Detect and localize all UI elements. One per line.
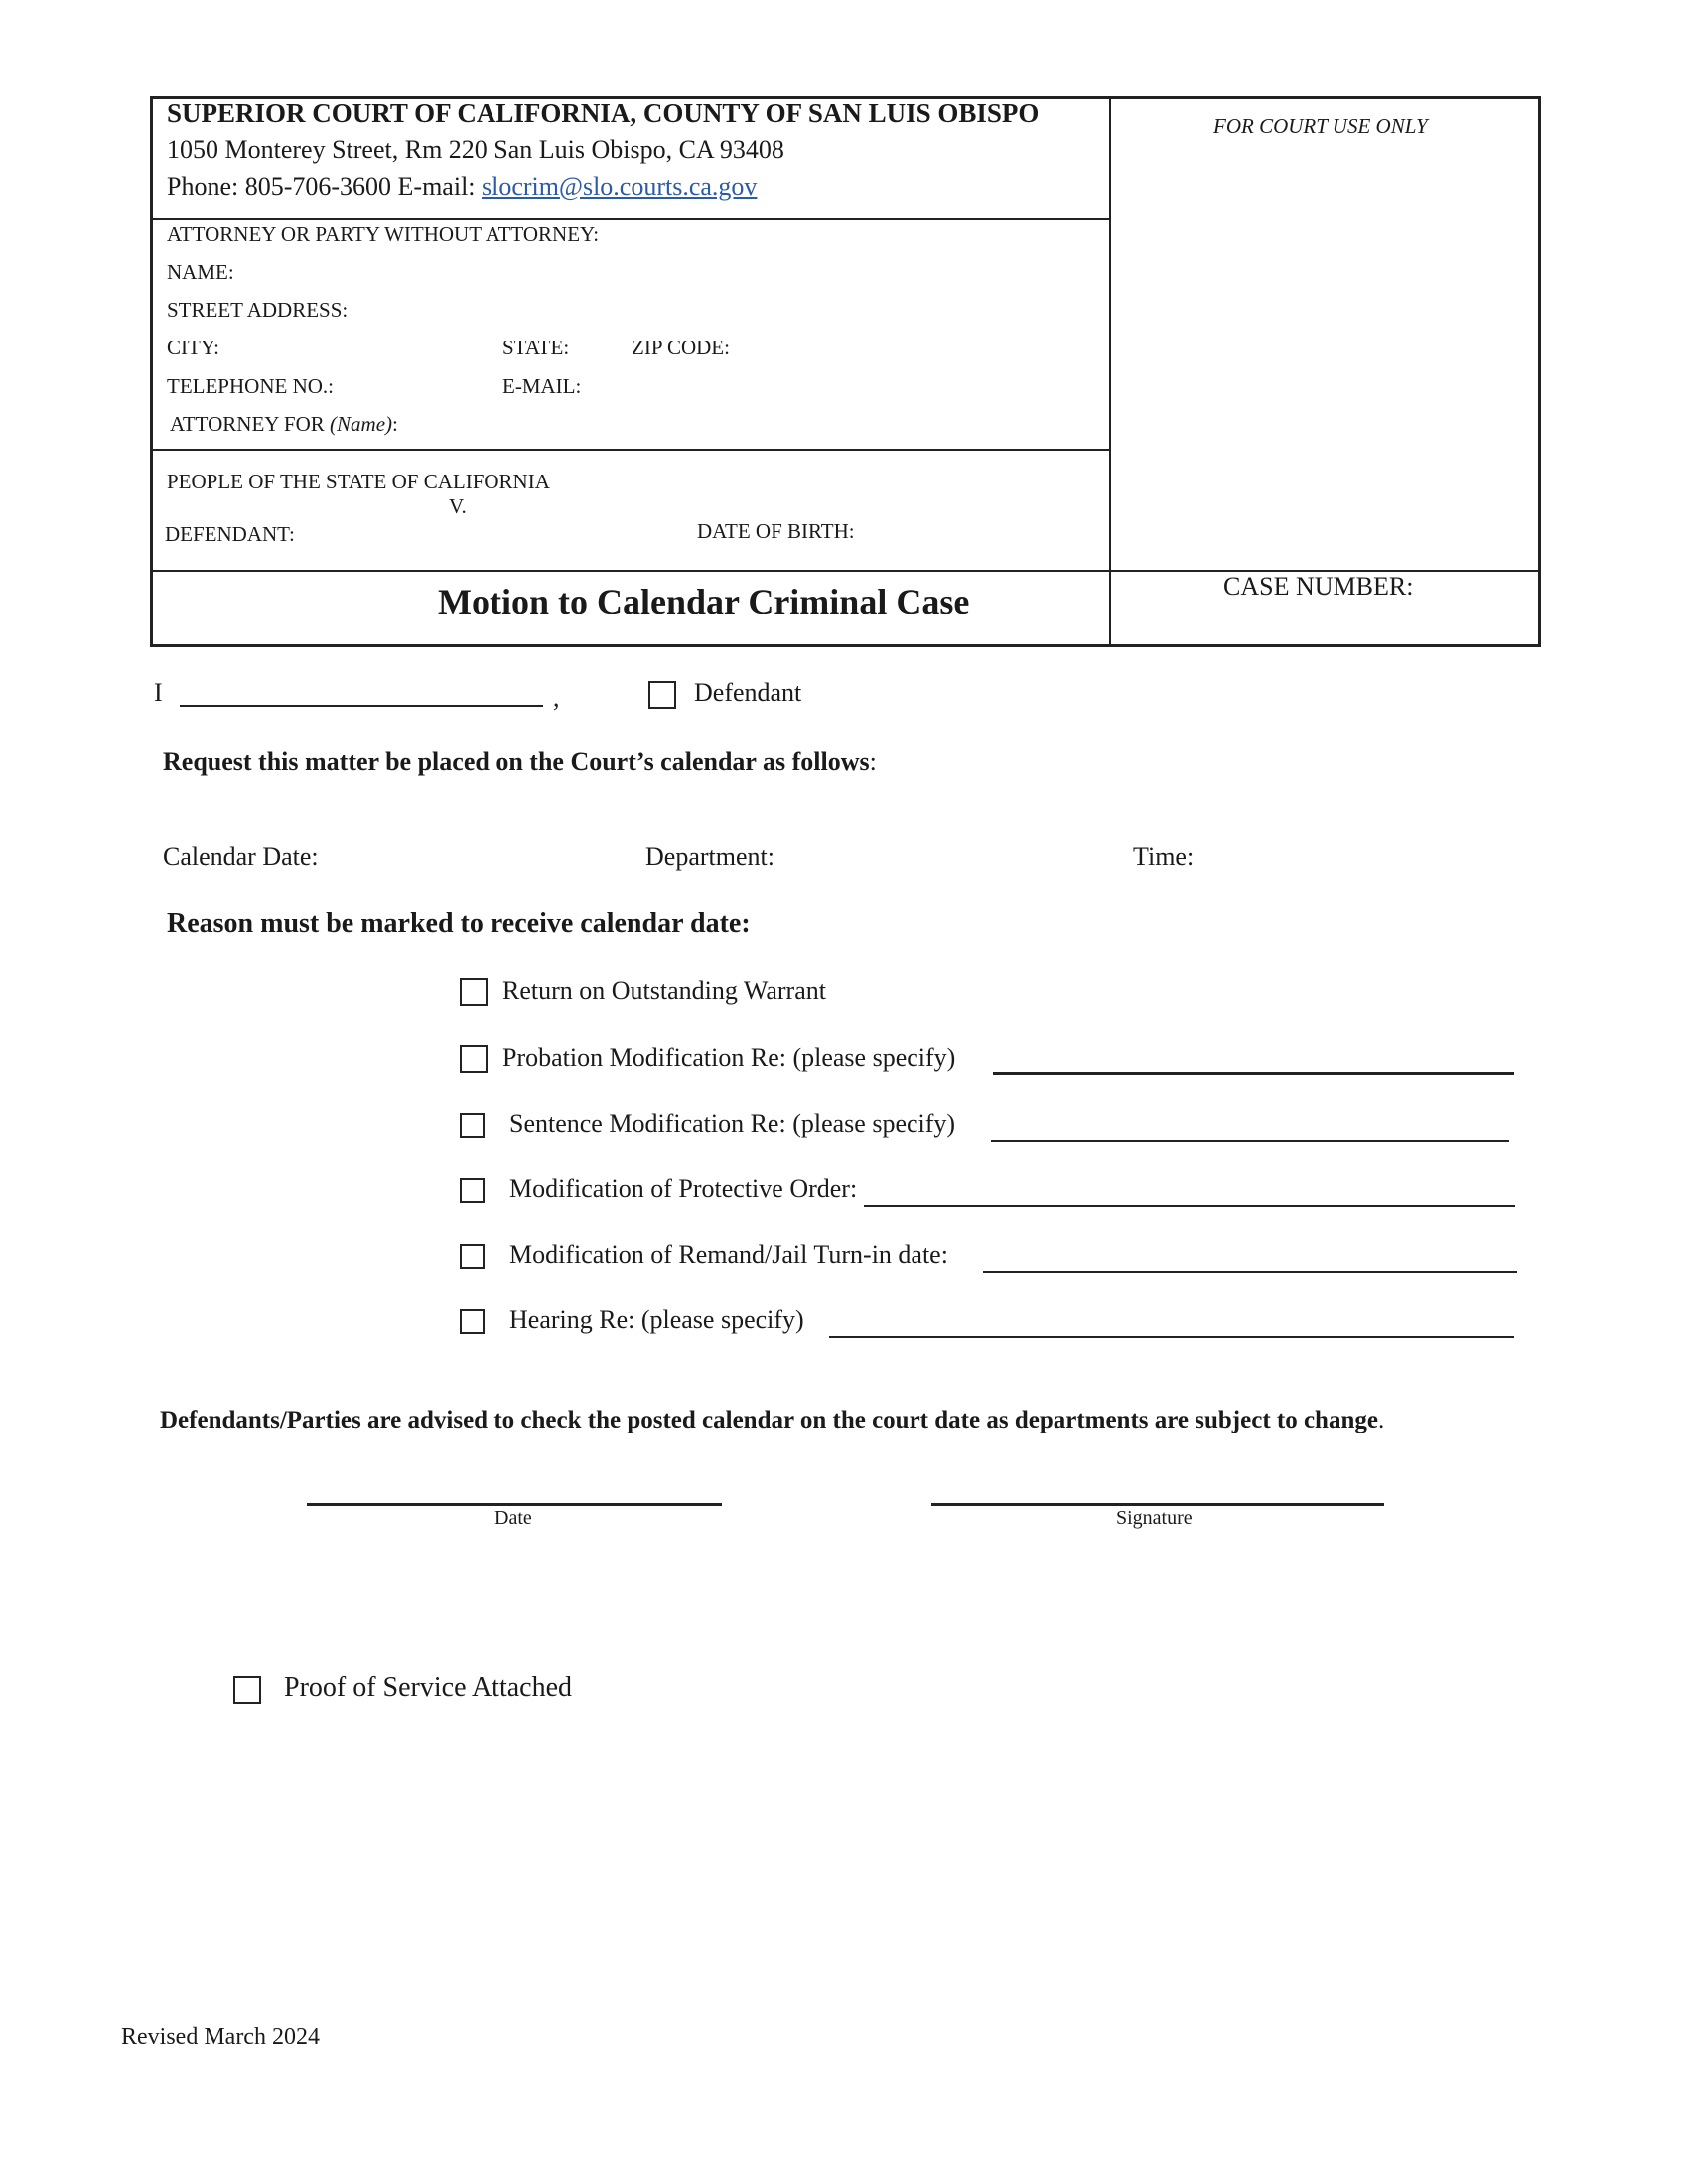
probation-specify-line[interactable]: [993, 1072, 1514, 1075]
attorney-telephone-label: TELEPHONE NO.:: [167, 374, 334, 398]
reason-label-remand: Modification of Remand/Jail Turn-in date:: [509, 1240, 948, 1269]
people-of-california: PEOPLE OF THE STATE OF CALIFORNIA: [167, 470, 550, 493]
advisory: [160, 1407, 1384, 1434]
date-line[interactable]: [307, 1503, 722, 1506]
caption-divider-vertical: [1109, 96, 1111, 647]
reason-label-protective-order: Modification of Protective Order:: [509, 1174, 858, 1203]
court-phone: Phone: 805-706-3600 E-mail:: [167, 172, 483, 201]
revised-date: Revised March 2024: [121, 2024, 320, 2050]
comma: ,: [553, 683, 560, 712]
reason-checkbox-warrant[interactable]: [460, 978, 488, 1006]
date-of-birth-label: DATE OF BIRTH:: [697, 519, 855, 543]
reason-checkbox-hearing[interactable]: [460, 1309, 485, 1334]
court-contact: [167, 172, 757, 202]
attorney-for: [170, 412, 398, 437]
i-label: I: [154, 678, 163, 707]
calendar-date-label: Calendar Date:: [163, 842, 319, 871]
caption-divider-1: [150, 218, 1111, 220]
reason-label-hearing: Hearing Re: (please specify): [509, 1305, 804, 1334]
time-label: Time:: [1133, 842, 1195, 871]
reason-heading: Reason must be marked to receive calendar date:: [167, 908, 751, 939]
court-name: SUPERIOR COURT OF CALIFORNIA, COUNTY OF SAN LUIS OBISPO: [167, 98, 1040, 128]
attorney-for-hint: (Name): [330, 412, 393, 436]
attorney-email-label: E-MAIL:: [502, 374, 582, 398]
advisory-text: Defendants/Parties are advised to check the posted calendar on the court date as departments are subject to change: [160, 1407, 1378, 1433]
request-statement: Request this matter be placed on the Court’s calendar as follows: [163, 748, 870, 776]
reason-checkbox-sentence[interactable]: [460, 1113, 485, 1138]
court-address: 1050 Monterey Street, Rm 220 San Luis Obispo, CA 93408: [167, 135, 784, 164]
reason-label-sentence: Sentence Modification Re: (please specify): [509, 1109, 956, 1138]
defendant-label: DEFENDANT:: [165, 522, 295, 546]
hearing-specify-line[interactable]: [829, 1336, 1514, 1338]
advisory-period: .: [1377, 1407, 1385, 1433]
attorney-city-label: CITY:: [167, 336, 219, 359]
reason-checkbox-remand[interactable]: [460, 1244, 485, 1269]
attorney-street-label: STREET ADDRESS:: [167, 298, 349, 322]
signature-caption: Signature: [1116, 1507, 1193, 1529]
sentence-specify-line[interactable]: [991, 1140, 1509, 1142]
remand-date-line[interactable]: [983, 1271, 1517, 1273]
reason-label-warrant: Return on Outstanding Warrant: [502, 976, 826, 1005]
signature-line[interactable]: [931, 1503, 1384, 1506]
attorney-name-label: NAME:: [167, 260, 234, 284]
department-label: Department:: [645, 842, 774, 871]
reason-label-probation: Probation Modification Re: (please specify): [502, 1043, 956, 1072]
proof-of-service-checkbox[interactable]: [233, 1676, 261, 1704]
case-number-label: CASE NUMBER:: [1223, 572, 1414, 601]
versus: V.: [449, 494, 467, 518]
date-caption: Date: [494, 1507, 532, 1529]
request-colon: :: [869, 748, 877, 776]
form-title: Motion to Calendar Criminal Case: [438, 582, 970, 621]
reason-checkbox-probation[interactable]: [460, 1045, 488, 1073]
attorney-state-label: STATE:: [502, 336, 570, 359]
court-email-link[interactable]: slocrim@slo.courts.ca.gov: [482, 172, 758, 201]
defendant-checkbox-label: Defendant: [694, 678, 802, 707]
defendant-checkbox[interactable]: [648, 681, 676, 709]
reason-checkbox-protective-order[interactable]: [460, 1178, 485, 1203]
attorney-zip-label: ZIP CODE:: [632, 336, 730, 359]
court-use-only: FOR COURT USE ONLY: [1213, 114, 1428, 138]
caption-divider-2: [150, 449, 1111, 451]
proof-of-service-label: Proof of Service Attached: [284, 1672, 573, 1703]
protective-order-line[interactable]: [864, 1205, 1515, 1207]
attorney-heading: ATTORNEY OR PARTY WITHOUT ATTORNEY:: [167, 222, 600, 246]
attorney-for-colon: :: [392, 412, 398, 436]
name-entry-line[interactable]: [180, 705, 543, 707]
attorney-for-label: ATTORNEY FOR: [170, 412, 331, 436]
request-text: [163, 748, 877, 777]
